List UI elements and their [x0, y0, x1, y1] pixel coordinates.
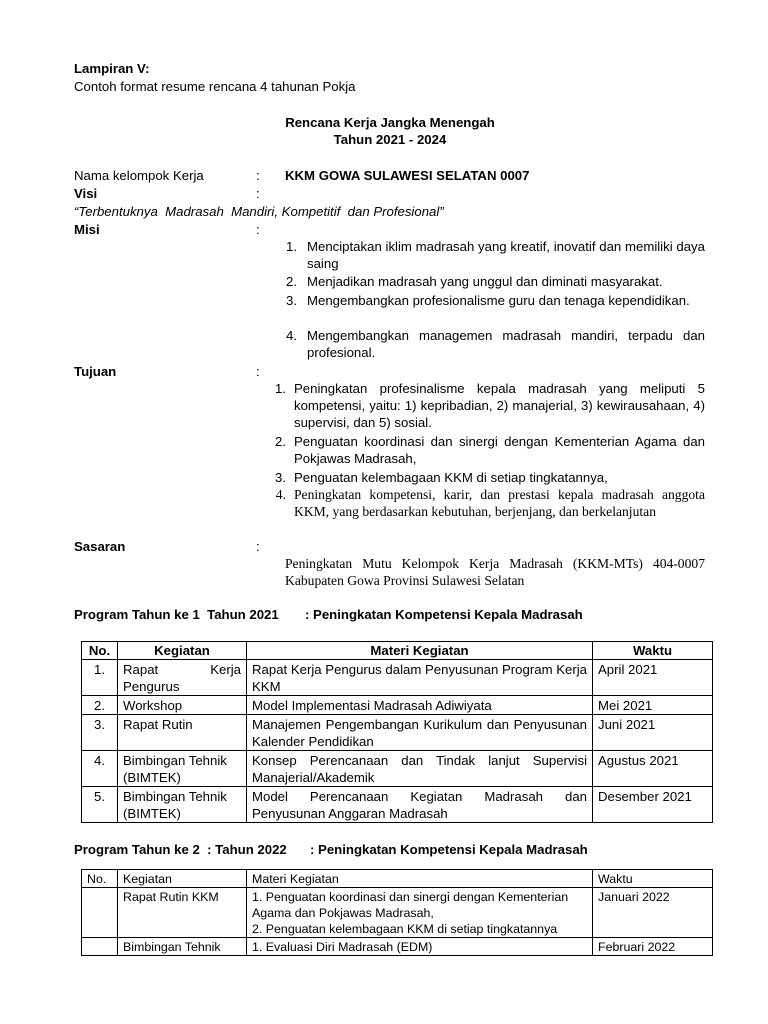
- materi-line: 1. Evaluasi Diri Madrasah (EDM): [252, 940, 433, 954]
- cell-materi: Rapat Kerja Pengurus dalam Penyusunan Program Kerja KKM: [247, 660, 593, 696]
- program2-theme: : Peningkatan Kompetensi Kepala Madrasah: [310, 842, 588, 857]
- cell-kegiatan: Bimbingan Tehnik (BIMTEK): [118, 787, 247, 823]
- misi-number: 2.: [286, 274, 297, 289]
- program1-table: [81, 641, 713, 823]
- misi-item: Mengembangkan profesionalisme guru dan tenaga kependidikan.: [307, 293, 690, 308]
- col-materi: Materi Kegiatan: [247, 870, 593, 888]
- misi-item: Menciptakan iklim madrasah yang kreatif, inovatif dan memiliki daya saing: [307, 239, 705, 271]
- cell-materi: Model Perencanaan Kegiatan Madrasah dan Penyusunan Anggaran Madrasah: [247, 787, 593, 823]
- cell-kegiatan: Bimbingan Tehnik (BIMTEK): [118, 751, 247, 787]
- cell-waktu: Mei 2021: [593, 696, 713, 715]
- table-row: [82, 787, 713, 823]
- cell-no: 1.: [82, 660, 118, 696]
- misi-item: Mengembangkan managemen madrasah mandiri, terpadu dan profesional.: [307, 328, 705, 360]
- cell-materi: [247, 938, 593, 956]
- colon: :: [256, 168, 260, 183]
- program2-heading: Program Tahun ke 2 : Tahun 2022: [74, 842, 287, 857]
- document-title: Rencana Kerja Jangka Menengah: [285, 115, 495, 130]
- col-waktu: Waktu: [593, 870, 713, 888]
- col-kegiatan: Kegiatan: [118, 642, 247, 660]
- cell-materi: Konsep Perencanaan dan Tindak lanjut Supervisi Manajerial/Akademik: [247, 751, 593, 787]
- materi-line: 2. Penguatan kelembagaan KKM di setiap tingkatannya: [252, 922, 558, 936]
- appendix-description: Contoh format resume rencana 4 tahunan Pokja: [74, 79, 356, 94]
- colon: :: [256, 222, 260, 237]
- cell-kegiatan: Workshop: [118, 696, 247, 715]
- cell-materi: [247, 888, 593, 938]
- sasaran-label: Sasaran: [74, 539, 126, 554]
- cell-no: 2.: [82, 696, 118, 715]
- cell-materi: Model Implementasi Madrasah Adiwiyata: [247, 696, 593, 715]
- table-row: [82, 751, 713, 787]
- tujuan-number: 3.: [275, 470, 286, 485]
- group-name-label: Nama kelompok Kerja: [74, 168, 204, 183]
- cell-waktu: Desember 2021: [593, 787, 713, 823]
- colon: :: [256, 539, 260, 554]
- table-row: [82, 696, 713, 715]
- colon: :: [256, 364, 260, 379]
- col-materi: Materi Kegiatan: [247, 642, 593, 660]
- cell-no: 4.: [82, 751, 118, 787]
- cell-no: 3.: [82, 715, 118, 751]
- col-no: No.: [82, 870, 118, 888]
- cell-no: [82, 888, 118, 938]
- cell-no: 5.: [82, 787, 118, 823]
- cell-waktu: April 2021: [593, 660, 713, 696]
- misi-label: Misi: [74, 222, 100, 237]
- table-row: [82, 660, 713, 696]
- tujuan-number: 4.: [275, 487, 286, 502]
- cell-kegiatan: Bimbingan Tehnik: [118, 938, 247, 956]
- misi-number: 4.: [286, 328, 297, 343]
- cell-kegiatan: Rapat Rutin KKM: [118, 888, 247, 938]
- table-header-row: [82, 870, 713, 888]
- tujuan-item: Peningkatan kompetensi, karir, dan prestasi kepala madrasah anggota KKM, yang berdasarkan kebutuhan, berjenjang, dan berkelanjutan: [294, 487, 705, 519]
- misi-number: 1.: [286, 239, 297, 254]
- cell-materi: Manajemen Pengembangan Kurikulum dan Penyusunan Kalender Pendidikan: [247, 715, 593, 751]
- tujuan-item: Penguatan koordinasi dan sinergi dengan Kementerian Agama dan Pokjawas Madrasah,: [294, 434, 705, 466]
- document-subtitle: Tahun 2021 - 2024: [333, 132, 447, 147]
- table-row: [82, 938, 713, 956]
- visi-text: “Terbentuknya Madrasah Mandiri, Kompetitif dan Profesional”: [74, 204, 444, 219]
- cell-waktu: Januari 2022: [593, 888, 713, 938]
- appendix-label: Lampiran V:: [74, 61, 150, 76]
- misi-number: 3.: [286, 293, 297, 308]
- cell-waktu: Agustus 2021: [593, 751, 713, 787]
- program2-table: [81, 869, 713, 956]
- tujuan-label: Tujuan: [74, 364, 117, 379]
- col-waktu: Waktu: [593, 642, 713, 660]
- tujuan-item: Peningkatan profesinalisme kepala madrasah yang meliputi 5 kompetensi, yaitu: 1) kepribadian, 2) manajerial, 3) kewirausahaan, 4) supervisi, dan 5) sosial.: [294, 381, 705, 430]
- table-row: [82, 715, 713, 751]
- cell-kegiatan: Rapat Kerja Pengurus: [118, 660, 247, 696]
- col-kegiatan: Kegiatan: [118, 870, 247, 888]
- table-row: [82, 888, 713, 938]
- tujuan-number: 2.: [275, 434, 286, 449]
- misi-item: Menjadikan madrasah yang unggul dan diminati masyarakat.: [307, 274, 663, 289]
- col-no: No.: [82, 642, 118, 660]
- cell-kegiatan: Rapat Rutin: [118, 715, 247, 751]
- tujuan-item: Penguatan kelembagaan KKM di setiap tingkatannya,: [294, 470, 608, 485]
- group-name-value: KKM GOWA SULAWESI SELATAN 0007: [285, 168, 530, 183]
- colon: :: [256, 186, 260, 201]
- program1-heading: Program Tahun ke 1 Tahun 2021: [74, 607, 279, 622]
- program1-theme: : Peningkatan Kompetensi Kepala Madrasah: [305, 607, 583, 622]
- materi-line: 1. Penguatan koordinasi dan sinergi dengan Kementerian Agama dan Pokjawas Madrasah,: [252, 890, 569, 920]
- cell-waktu: Juni 2021: [593, 715, 713, 751]
- table-header-row: [82, 642, 713, 660]
- tujuan-number: 1.: [275, 381, 286, 396]
- visi-label: Visi: [74, 186, 98, 201]
- sasaran-text: Peningkatan Mutu Kelompok Kerja Madrasah (KKM-MTs) 404-0007 Kabupaten Gowa Provinsi Sulawesi Selatan: [285, 556, 705, 588]
- cell-no: [82, 938, 118, 956]
- cell-waktu: Februari 2022: [593, 938, 713, 956]
